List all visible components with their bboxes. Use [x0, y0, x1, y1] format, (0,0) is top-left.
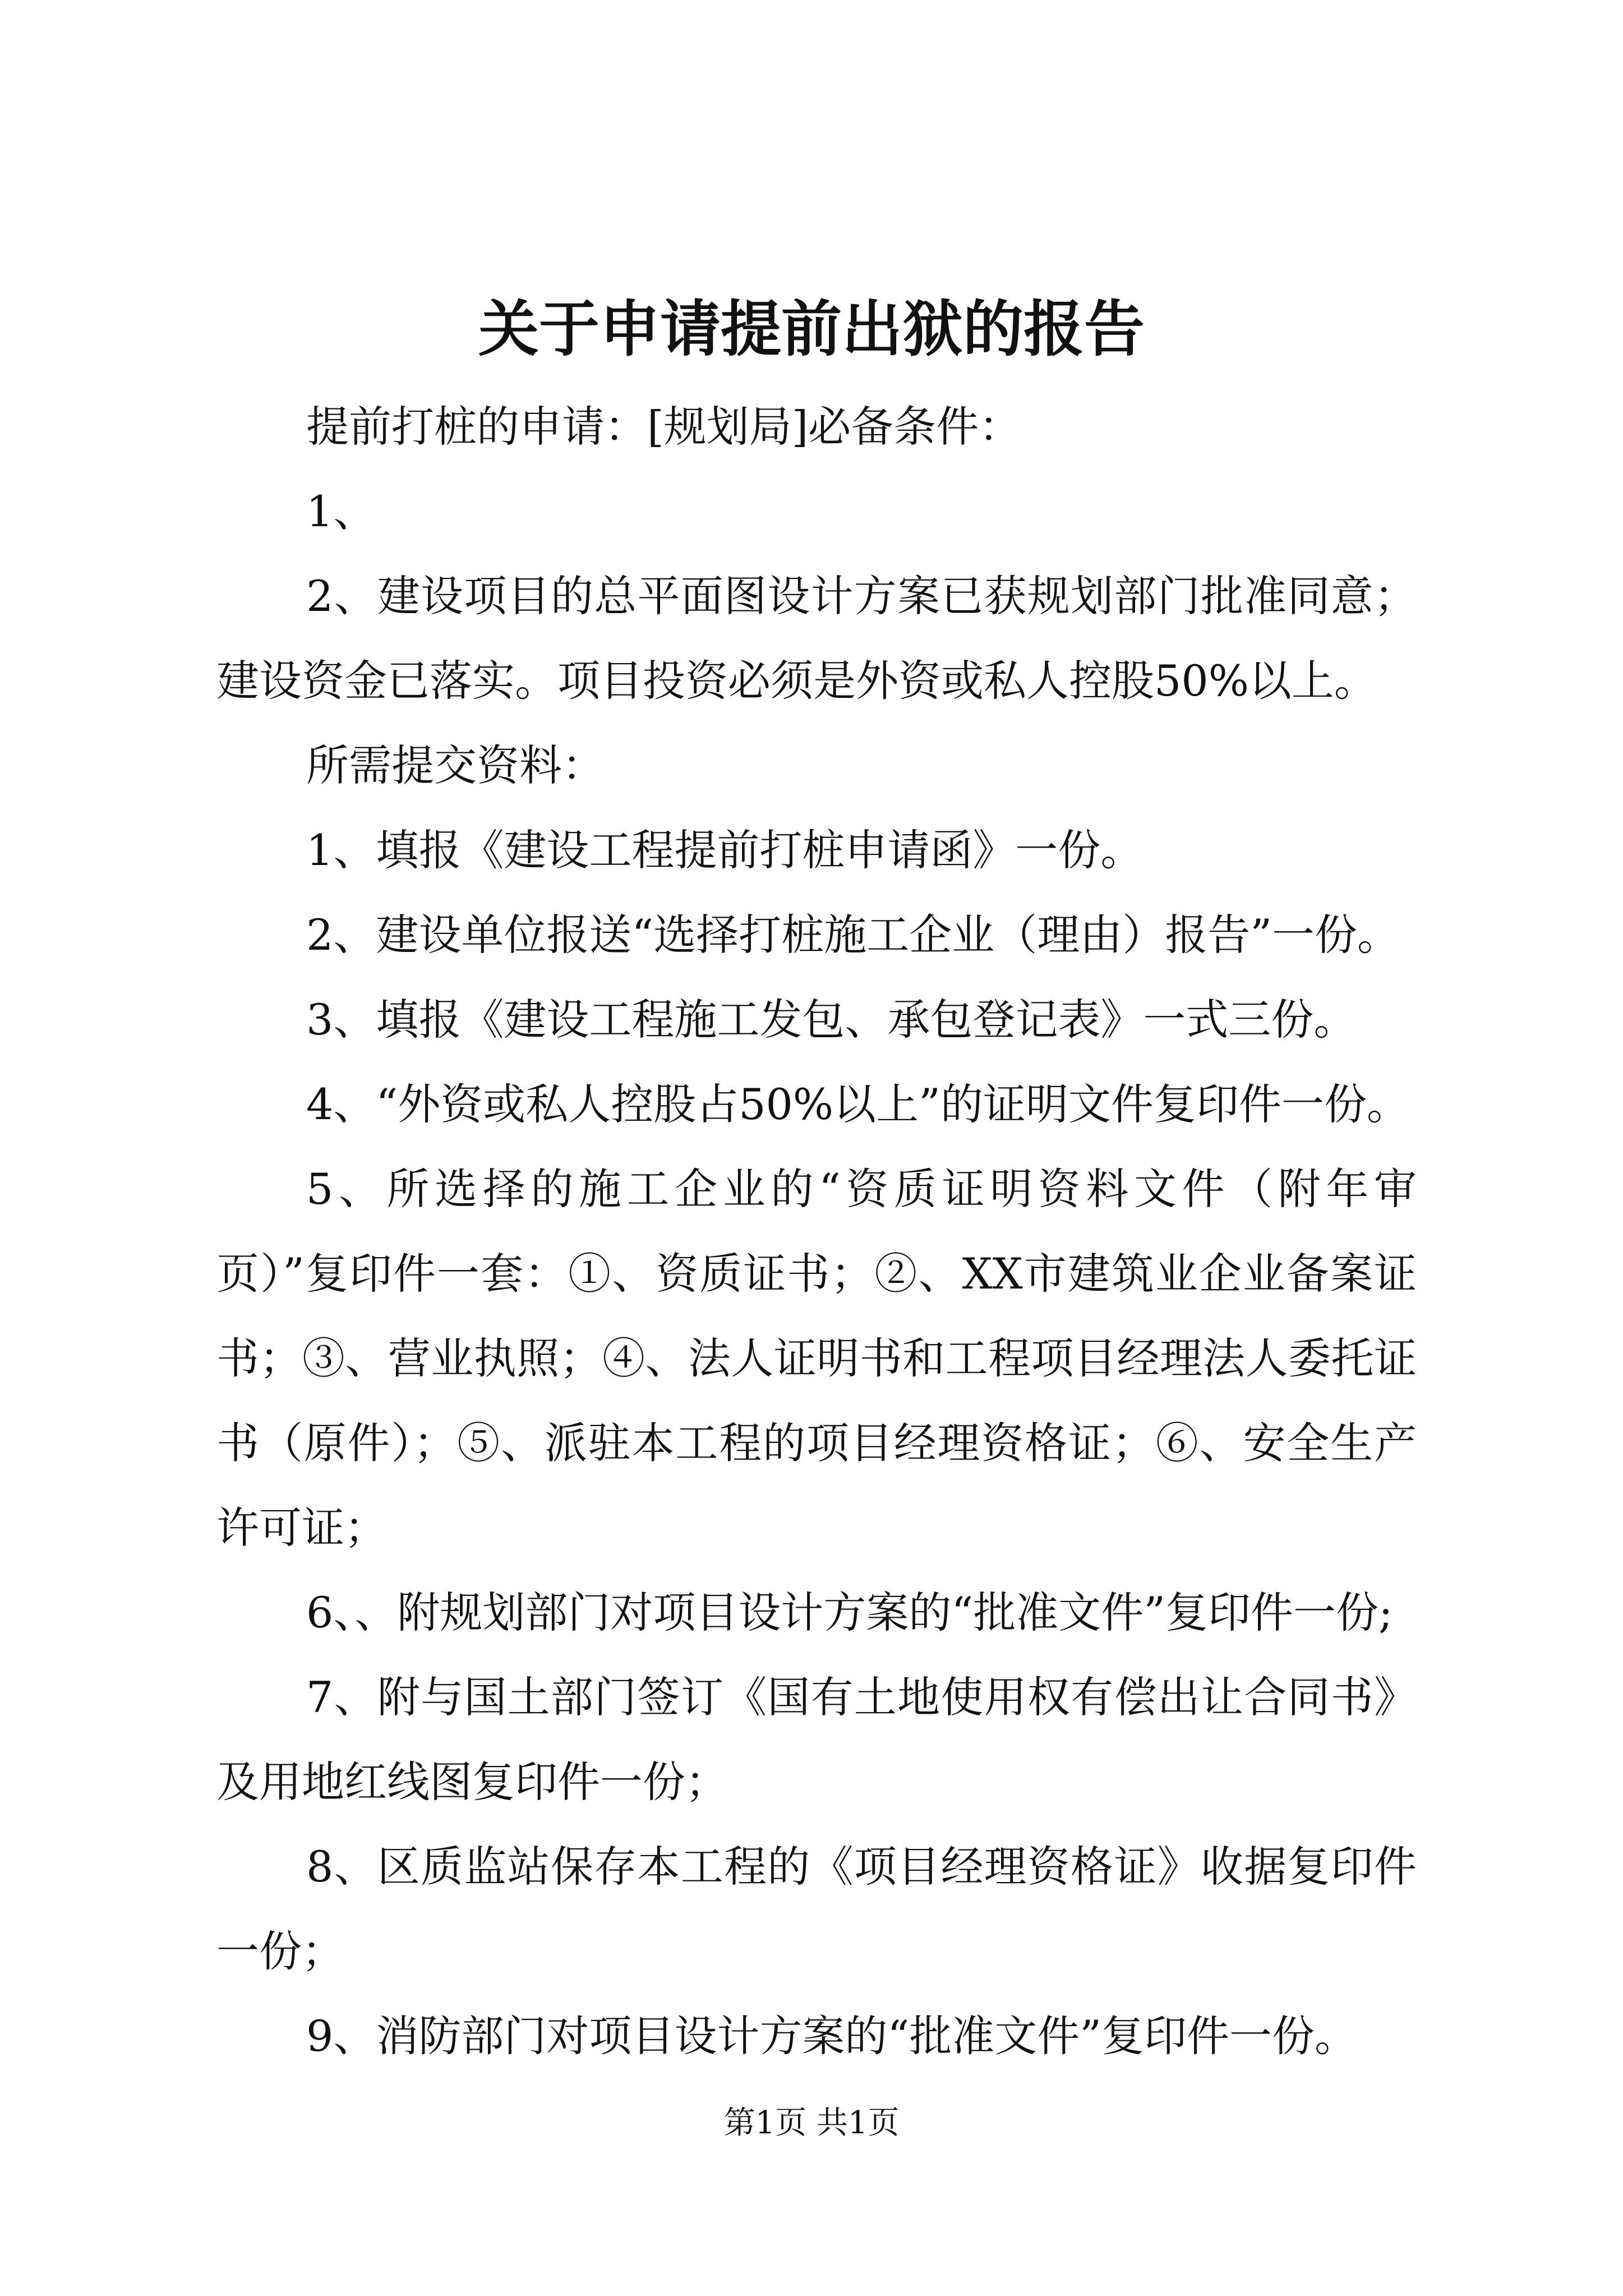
paragraph-11: 7、附与国土部门签订《国有土地使用权有偿出让合同书》及用地红线图复印件一份；	[216, 1672, 1417, 1807]
paragraph-2: 1、	[306, 486, 376, 536]
paragraph-12: 8、区质监站保存本工程的《项目经理资格证》收据复印件一份；	[216, 1842, 1417, 1976]
paragraph-6: 2、建设单位报送“选择打桩施工企业（理由）报告”一份。	[306, 910, 1400, 960]
page-number-footer: 第1页 共1页	[723, 2105, 900, 2141]
paragraph-1: 提前打桩的申请：[规划局]必备条件：	[306, 402, 1022, 452]
document-body	[216, 384, 1417, 2078]
paragraph-4: 所需提交资料：	[306, 740, 605, 790]
paragraph-7: 3、填报《建设工程施工发包、承包登记表》一式三份。	[306, 995, 1357, 1045]
paragraph-3: 2、建设项目的总平面图设计方案已获规划部门批准同意；建设资金已落实。项目投资必须是外资或私人控股50%以上。	[216, 571, 1417, 706]
paragraph-10: 6、、附规划部门对项目设计方案的“批准文件”复印件一份;	[306, 1588, 1393, 1637]
document-title: 关于申请提前出狱的报告	[478, 294, 1145, 365]
paragraph-13: 9、消防部门对项目设计方案的“批准文件”复印件一份。	[306, 2011, 1358, 2061]
paragraph-5: 1、填报《建设工程提前打桩申请函》一份。	[306, 825, 1144, 875]
paragraph-8: 4、“外资或私人控股占50%以上”的证明文件复印件一份。	[306, 1079, 1409, 1129]
paragraph-9: 5、所选择的施工企业的“资质证明资料文件（附年审页）”复印件一套：①、资质证书；②、XX市建筑业企业备案证书；③、营业执照；④、法人证明书和工程项目经理法人委托证书（原件）；⑤、派驻本工程的项目经理资格证；⑥、安全生产许可证；	[216, 1164, 1417, 1553]
